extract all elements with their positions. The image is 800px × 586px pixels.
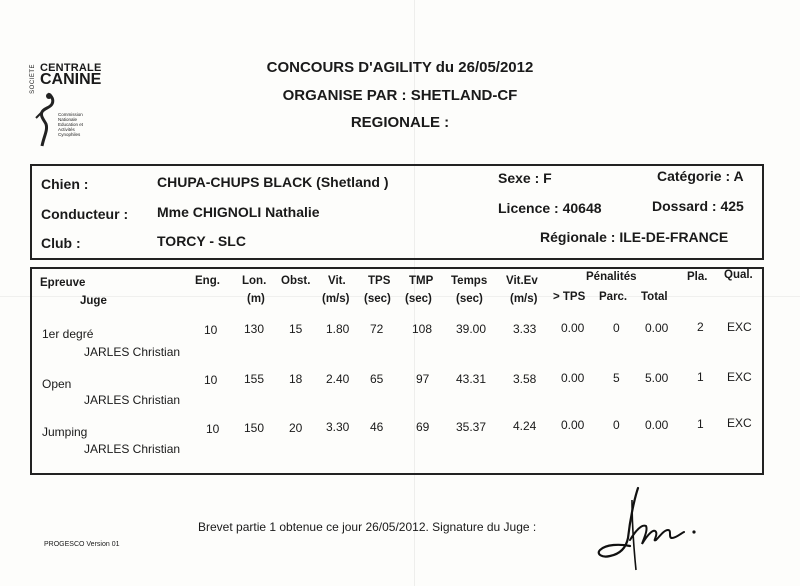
row3-tmp: 69 xyxy=(416,420,430,434)
row2-tps: 65 xyxy=(370,372,384,386)
row3-temps: 35.37 xyxy=(456,420,487,434)
row3-qual: EXC xyxy=(727,416,752,430)
row3-pen-total: 0.00 xyxy=(645,418,669,432)
header-obst: Obst. xyxy=(281,275,311,287)
header-lon: Lon. xyxy=(242,275,267,287)
row1-pen-tps: 0.00 xyxy=(561,321,585,335)
header-pen-parc: Parc. xyxy=(599,291,628,303)
regionale-value: Régionale : ILE-DE-FRANCE xyxy=(540,229,729,245)
row1-lon: 130 xyxy=(244,322,265,336)
row2-temps: 43.31 xyxy=(456,372,487,386)
logo-vertical-text: SOCIÉTÉ xyxy=(30,64,36,94)
header-penalites: Pénalités xyxy=(586,271,637,283)
row3-pen-parc: 0 xyxy=(613,418,620,432)
row2-obst: 18 xyxy=(289,372,303,386)
logo-line2: CANINE xyxy=(40,71,102,88)
level-line: REGIONALE : xyxy=(350,114,450,131)
row2-vit: 2.40 xyxy=(326,372,350,386)
dossard-value: Dossard : 425 xyxy=(652,198,744,214)
header-pla: Pla. xyxy=(687,271,708,283)
conducteur-value: Mme CHIGNOLI Nathalie xyxy=(157,204,320,220)
header-eng: Eng. xyxy=(195,275,220,287)
progesco-version: PROGESCO Version 01 xyxy=(44,541,120,548)
header-tmp-unit: (sec) xyxy=(405,293,432,305)
header-temps: Temps xyxy=(451,275,488,287)
row2-pla: 1 xyxy=(697,370,704,384)
row1-temps: 39.00 xyxy=(456,322,487,336)
header-tmp: TMP xyxy=(409,275,434,287)
judge-signature-icon xyxy=(590,480,700,575)
organiser-line: ORGANISE PAR : SHETLAND-CF xyxy=(282,87,518,104)
header-epreuve: Epreuve xyxy=(40,277,86,289)
header-lon-unit: (m) xyxy=(247,293,265,305)
sexe-value: Sexe : F xyxy=(498,170,552,186)
header-vitev: Vit.Ev xyxy=(506,275,538,287)
row1-tmp: 108 xyxy=(412,322,433,336)
licence-value: Licence : 40648 xyxy=(498,200,602,216)
conducteur-label: Conducteur : xyxy=(41,206,129,222)
row2-epreuve: Open xyxy=(42,377,72,391)
contest-title: CONCOURS D'AGILITY du 26/05/2012 xyxy=(266,59,534,76)
row1-eng: 10 xyxy=(204,323,218,337)
row2-eng: 10 xyxy=(204,373,218,387)
row3-vitev: 4.24 xyxy=(513,419,537,433)
results-table xyxy=(30,267,764,475)
header-tps: TPS xyxy=(368,275,391,287)
chien-value: CHUPA-CHUPS BLACK (Shetland ) xyxy=(157,174,389,190)
row3-pla: 1 xyxy=(697,417,704,431)
header-pen-tps: > TPS xyxy=(553,291,586,303)
row2-lon: 155 xyxy=(244,372,265,386)
row2-qual: EXC xyxy=(727,370,752,384)
row3-tps: 46 xyxy=(370,420,384,434)
row1-pen-parc: 0 xyxy=(613,321,620,335)
row2-pen-tps: 0.00 xyxy=(561,371,585,385)
row2-vitev: 3.58 xyxy=(513,372,537,386)
row1-pla: 2 xyxy=(697,320,704,334)
row1-vitev: 3.33 xyxy=(513,322,537,336)
header-tps-unit: (sec) xyxy=(364,293,391,305)
header-vitev-unit: (m/s) xyxy=(510,293,538,305)
row1-tps: 72 xyxy=(370,322,384,336)
logo-commission-text: Commission Nationale Education et Activités Cynophiles xyxy=(58,112,84,137)
scc-logo xyxy=(30,62,102,162)
club-value: TORCY - SLC xyxy=(157,233,246,249)
row1-obst: 15 xyxy=(289,322,303,336)
row1-qual: EXC xyxy=(727,320,752,334)
row2-tmp: 97 xyxy=(416,372,430,386)
header-vit: Vit. xyxy=(328,275,346,287)
row3-obst: 20 xyxy=(289,421,303,435)
chien-label: Chien : xyxy=(41,176,89,192)
brevet-statement: Brevet partie 1 obtenue ce jour 26/05/2012. Signature du Juge : xyxy=(198,520,537,534)
header-qual: Qual. xyxy=(724,269,753,281)
row1-vit: 1.80 xyxy=(326,322,350,336)
logo-line1: CENTRALE xyxy=(40,62,102,74)
row3-lon: 150 xyxy=(244,421,265,435)
row3-juge: JARLES Christian xyxy=(84,442,181,456)
dog-figure-icon xyxy=(34,92,60,148)
row3-pen-tps: 0.00 xyxy=(561,418,585,432)
row3-epreuve: Jumping xyxy=(42,425,88,439)
row2-pen-total: 5.00 xyxy=(645,371,669,385)
header-pen-total: Total xyxy=(641,291,668,303)
row3-vit: 3.30 xyxy=(326,420,350,434)
row1-pen-total: 0.00 xyxy=(645,321,669,335)
header-juge: Juge xyxy=(80,295,107,307)
categorie-value: Catégorie : A xyxy=(657,168,744,184)
row1-juge: JARLES Christian xyxy=(84,345,181,359)
dog-info-box xyxy=(30,164,764,260)
header-temps-unit: (sec) xyxy=(456,293,483,305)
club-label: Club : xyxy=(41,235,81,251)
row1-epreuve: 1er degré xyxy=(42,327,94,341)
row2-juge: JARLES Christian xyxy=(84,393,181,407)
header-vit-unit: (m/s) xyxy=(322,293,350,305)
row2-pen-parc: 5 xyxy=(613,371,620,385)
row3-eng: 10 xyxy=(206,422,220,436)
